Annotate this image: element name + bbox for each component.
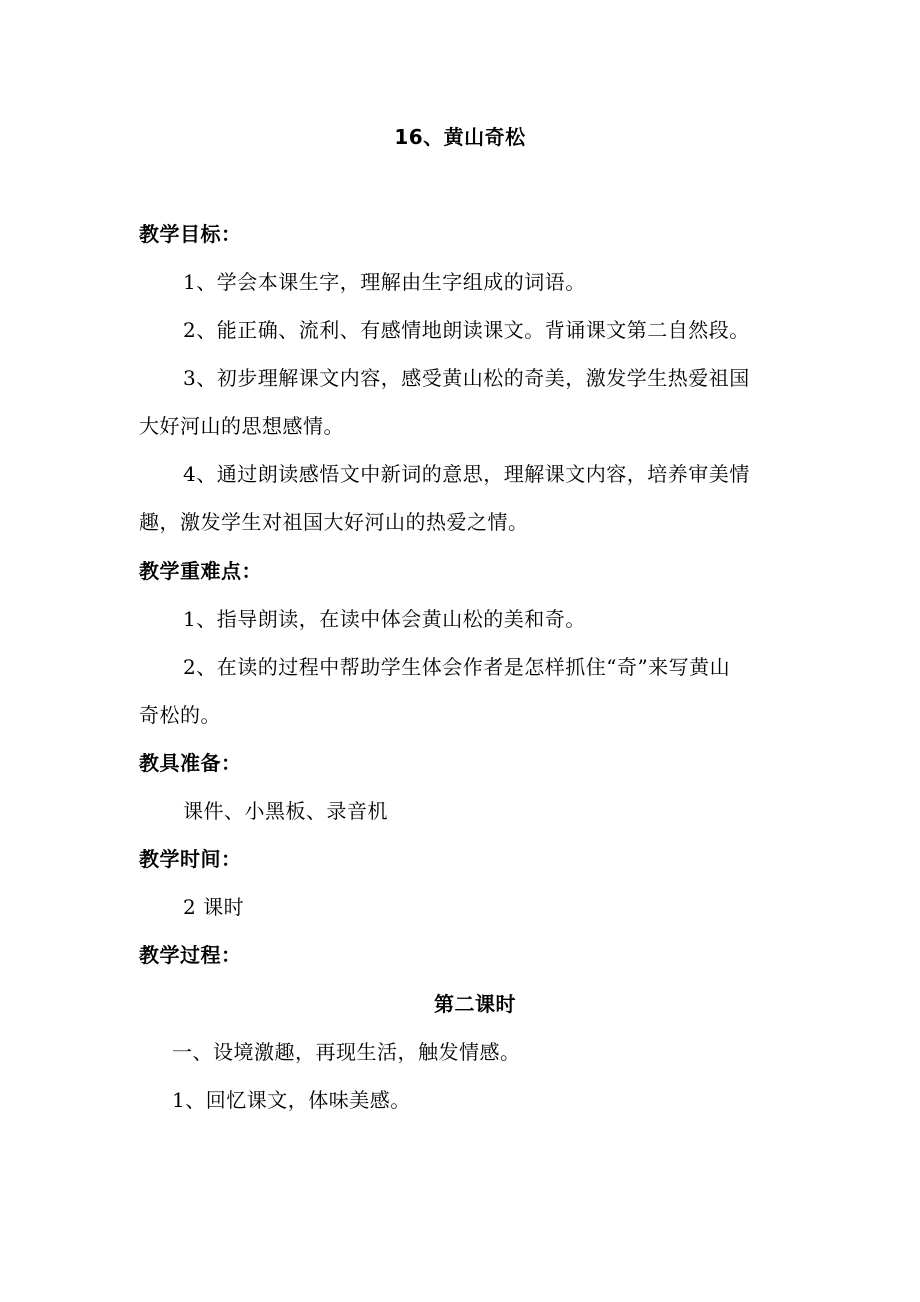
goal-item-3: 3、初步理解课文内容，感受黄山松的奇美，激发学生热爱祖国 [183, 366, 750, 390]
process-heading: 教学过程： [139, 943, 242, 967]
tools-text: 课件、小黑板、录音机 [183, 799, 388, 823]
tools-heading: 教具准备： [139, 751, 242, 775]
time-heading: 教学时间： [139, 847, 242, 871]
goal-item-2: 2、能正确、流利、有感情地朗读课文。背诵课文第二自然段。 [183, 318, 750, 342]
difficulty-item-2: 2、在读的过程中帮助学生体会作者是怎样抓住“奇”来写黄山 [183, 655, 731, 679]
step-1: 一、设境激趣，再现生活，触发情感。 [172, 1040, 521, 1064]
goal-item-1: 1、学会本课生字，理解由生字组成的词语。 [183, 270, 586, 294]
time-text: 2 课时 [183, 895, 245, 919]
difficulty-heading: 教学重难点： [139, 559, 262, 583]
goal-item-4-continued: 趣，激发学生对祖国大好河山的热爱之情。 [139, 510, 529, 534]
goals-heading: 教学目标： [139, 222, 242, 246]
step-1-sub: 1、回忆课文，体味美感。 [172, 1088, 411, 1112]
difficulty-item-1: 1、指导朗读，在读中体会黄山松的美和奇。 [183, 607, 586, 631]
lesson-heading: 第二课时 [434, 992, 516, 1016]
goal-item-4: 4、通过朗读感悟文中新词的意思，理解课文内容，培养审美情 [183, 462, 750, 486]
document-title: 16、黄山奇松 [394, 125, 526, 149]
difficulty-item-2-continued: 奇松的。 [139, 703, 221, 727]
goal-item-3-continued: 大好河山的思想感情。 [139, 414, 344, 438]
